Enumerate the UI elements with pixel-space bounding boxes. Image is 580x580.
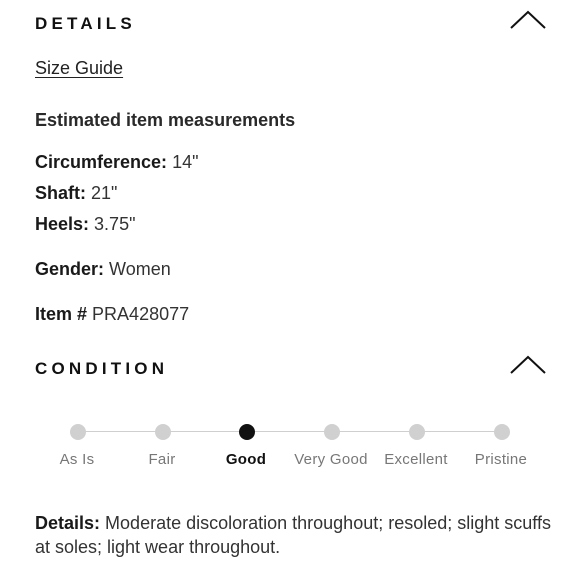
gender-label: Gender: xyxy=(35,259,105,279)
shaft-label: Shaft: xyxy=(35,183,86,203)
shaft-row xyxy=(35,183,117,204)
condition-scale-track xyxy=(78,431,502,432)
condition-dot-as-is[interactable] xyxy=(70,424,86,440)
condition-details-text: Moderate discoloration throughout; resoled; slight scuffs at soles; light wear throughout. xyxy=(35,513,551,557)
condition-details-label: Details: xyxy=(35,513,101,533)
chevron-up-icon[interactable] xyxy=(510,355,546,375)
heels-value: 3.75" xyxy=(94,214,136,234)
condition-label-fair[interactable]: Fair xyxy=(148,451,176,468)
condition-details xyxy=(35,511,555,559)
condition-label-pristine[interactable]: Pristine xyxy=(474,451,528,468)
item-number-row xyxy=(35,304,189,325)
details-section-title: DETAILS xyxy=(35,14,136,33)
gender-value: Women xyxy=(109,259,171,279)
circumference-row xyxy=(35,152,198,173)
measurements-heading: Estimated item measurements xyxy=(35,110,296,130)
item-number-value: PRA428077 xyxy=(92,304,190,324)
gender-row xyxy=(35,259,171,280)
condition-dot-excellent[interactable] xyxy=(409,424,425,440)
shaft-value: 21" xyxy=(91,183,118,203)
condition-dot-very-good[interactable] xyxy=(324,424,340,440)
circumference-label: Circumference: xyxy=(35,152,168,172)
condition-dot-fair[interactable] xyxy=(155,424,171,440)
condition-dot-pristine[interactable] xyxy=(494,424,510,440)
heels-row xyxy=(35,214,135,235)
condition-label-very-good[interactable]: Very Good xyxy=(294,451,368,468)
condition-section-title: CONDITION xyxy=(35,359,169,378)
size-guide-link[interactable]: Size Guide xyxy=(35,58,124,78)
condition-dot-good[interactable] xyxy=(239,424,255,440)
chevron-up-icon[interactable] xyxy=(510,10,546,30)
condition-label-good[interactable]: Good xyxy=(225,451,267,468)
condition-label-excellent[interactable]: Excellent xyxy=(384,451,448,468)
condition-label-as-is[interactable]: As Is xyxy=(59,451,95,468)
heels-label: Heels: xyxy=(35,214,90,234)
circumference-value: 14" xyxy=(172,152,199,172)
item-number-label: Item # xyxy=(35,304,88,324)
